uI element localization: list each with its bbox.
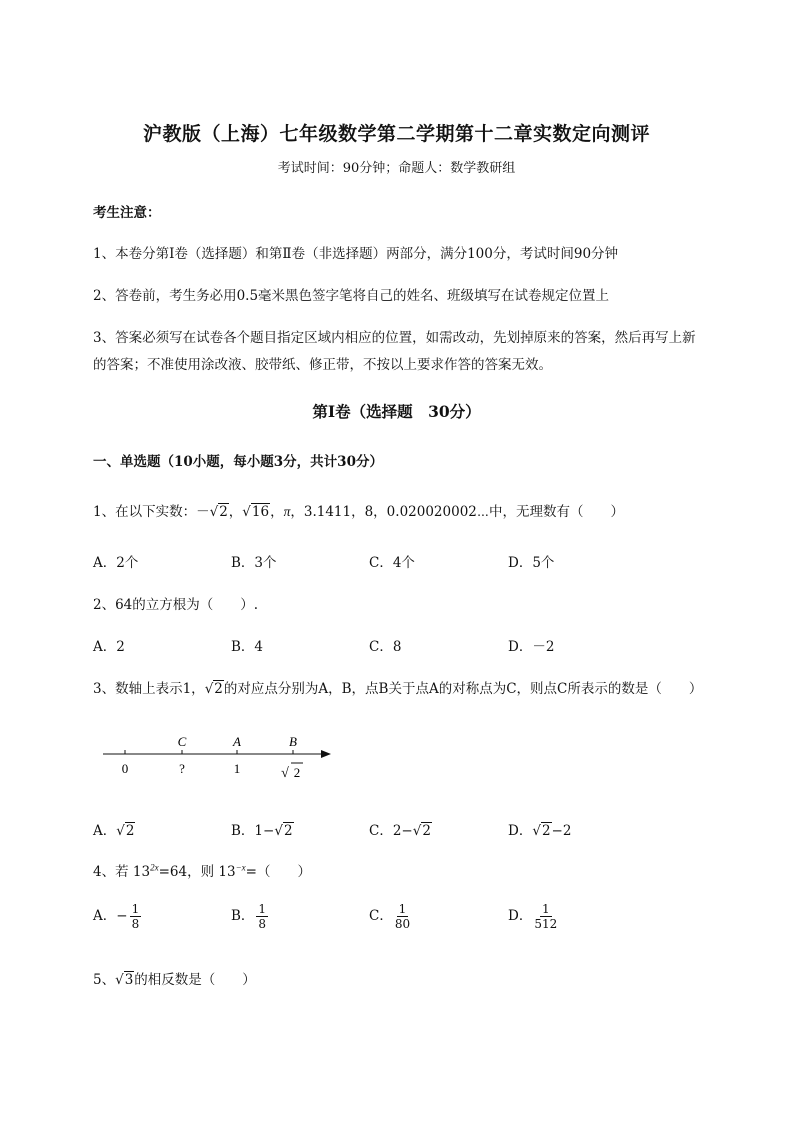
question-4	[93, 860, 311, 880]
option-sign: −	[116, 908, 128, 924]
option-label: B．	[231, 823, 255, 839]
q4-end: =（ ）	[245, 864, 311, 880]
q3-option-d[interactable]	[508, 819, 571, 839]
fraction: $\frac{1}{80}$	[394, 902, 411, 931]
option-label: C．	[369, 823, 393, 839]
section-title: 第I卷（选择题 30分）	[312, 402, 481, 421]
option-label: A．	[93, 908, 117, 924]
point-label-c: C	[177, 734, 187, 749]
tick-label-0: 0	[121, 761, 129, 776]
q4-base: 13	[132, 864, 151, 880]
notice-heading: 考生注意：	[93, 205, 161, 221]
part-heading: 一、单选题（10小题，每小题3分，共计30分）	[93, 454, 383, 470]
notice-item-2: 2、答卷前，考生务必用0.5毫米黑色签字笔将自己的姓名、班级填写在试卷规定位置上	[93, 288, 610, 304]
option-label: B．	[231, 908, 255, 924]
q4-option-b[interactable]	[231, 902, 270, 931]
sqrt: √2	[532, 823, 551, 839]
fraction: $\frac{1}{512}$	[534, 902, 558, 931]
point-label-b: B	[289, 734, 297, 749]
notice-item-3-continued: 的答案；不准使用涂改液、胶带纸、修正带，不按以上要求作答的答案无效。	[93, 357, 552, 373]
option-label: A．	[93, 823, 117, 839]
q1-option-b[interactable]: B．3个	[231, 555, 277, 571]
q3-option-c[interactable]	[369, 819, 432, 839]
q1-sqrt-2: √2	[209, 504, 228, 520]
q1-sqrt-16: √16	[242, 504, 270, 520]
tick-label-sqrt2: 2	[293, 765, 301, 780]
sqrt: √2	[116, 823, 135, 839]
fraction: $\frac{1}{8}$	[131, 902, 140, 931]
q1-prefix: 1、在以下实数：	[93, 504, 197, 520]
point-label-a: A	[233, 734, 241, 749]
sqrt: √2	[412, 823, 431, 839]
tick-label-1: 1	[233, 761, 241, 776]
tick-label-question: ?	[179, 761, 185, 776]
notice-item-3: 3、答案必须写在试卷各个题目指定区域内相应的位置，如需改动，先划掉原来的答案，然后再写上新	[93, 330, 696, 346]
option-label: C．	[369, 908, 393, 924]
question-5	[93, 968, 256, 988]
page-title: 沪教版（上海）七年级数学第二学期第十二章实数定向测评	[142, 123, 650, 145]
q1-option-c[interactable]: C．4个	[369, 555, 415, 571]
option-label: D．	[508, 823, 533, 839]
q1-neg: －	[196, 504, 210, 520]
q4-exponent: −x	[235, 862, 246, 873]
q4-option-a[interactable]	[93, 902, 143, 931]
q4-exponent: 2x	[150, 862, 159, 873]
option-expr: 1−	[254, 823, 275, 839]
question-3	[93, 677, 702, 697]
q2-option-c[interactable]: C．8	[369, 639, 402, 655]
q1-option-d[interactable]: D．5个	[508, 555, 555, 571]
number-line-arrow	[321, 750, 331, 758]
exam-subtitle: 考试时间：90分钟；命题人：数学教研组	[277, 161, 516, 176]
sqrt-symbol: √	[281, 766, 289, 781]
q3-prefix: 3、数轴上表示1，	[93, 681, 205, 697]
question-2: 2、64的立方根为（ ）.	[93, 597, 259, 613]
q4-option-c[interactable]	[369, 902, 412, 931]
q4-mid: =64，则	[158, 864, 215, 880]
fraction: $\frac{1}{8}$	[258, 902, 267, 931]
q2-option-b[interactable]: B．4	[231, 639, 264, 655]
option-expr: 2−	[392, 823, 413, 839]
question-1	[93, 500, 624, 520]
sqrt: √2	[274, 823, 293, 839]
option-expr: −2	[551, 823, 572, 839]
q5-sqrt-3: √3	[115, 972, 134, 988]
notice-item-1: 1、本卷分第I卷（选择题）和第Ⅱ卷（非选择题）两部分，满分100分，考试时间90分钟	[93, 246, 619, 262]
q4-prefix: 4、若	[93, 864, 129, 880]
q1-sep: ，	[228, 504, 243, 520]
q5-rest: 的相反数是（ ）	[134, 972, 256, 988]
q1-sep: ，	[270, 504, 284, 520]
q3-option-b[interactable]	[231, 819, 294, 839]
q2-option-d[interactable]: D．－2	[508, 639, 555, 655]
q1-pi: π	[283, 504, 291, 519]
q3-rest: 的对应点分别为A，B，点B关于点A的对称点为C，则点C所表示的数是（ ）	[223, 681, 703, 697]
q4-base: 13	[218, 864, 236, 880]
q3-sqrt-2: √2	[204, 681, 223, 697]
q5-prefix: 5、	[93, 972, 116, 988]
q1-option-a[interactable]: A．2个	[93, 555, 139, 571]
number-line-figure	[95, 730, 340, 786]
q3-option-a[interactable]	[93, 819, 135, 839]
q4-option-d[interactable]	[508, 902, 559, 931]
option-label: D．	[508, 908, 533, 924]
q1-rest: ，3.1411，8，0.020020002⋯中，无理数有（ ）	[290, 504, 625, 520]
q2-option-a[interactable]: A．2	[93, 639, 125, 655]
